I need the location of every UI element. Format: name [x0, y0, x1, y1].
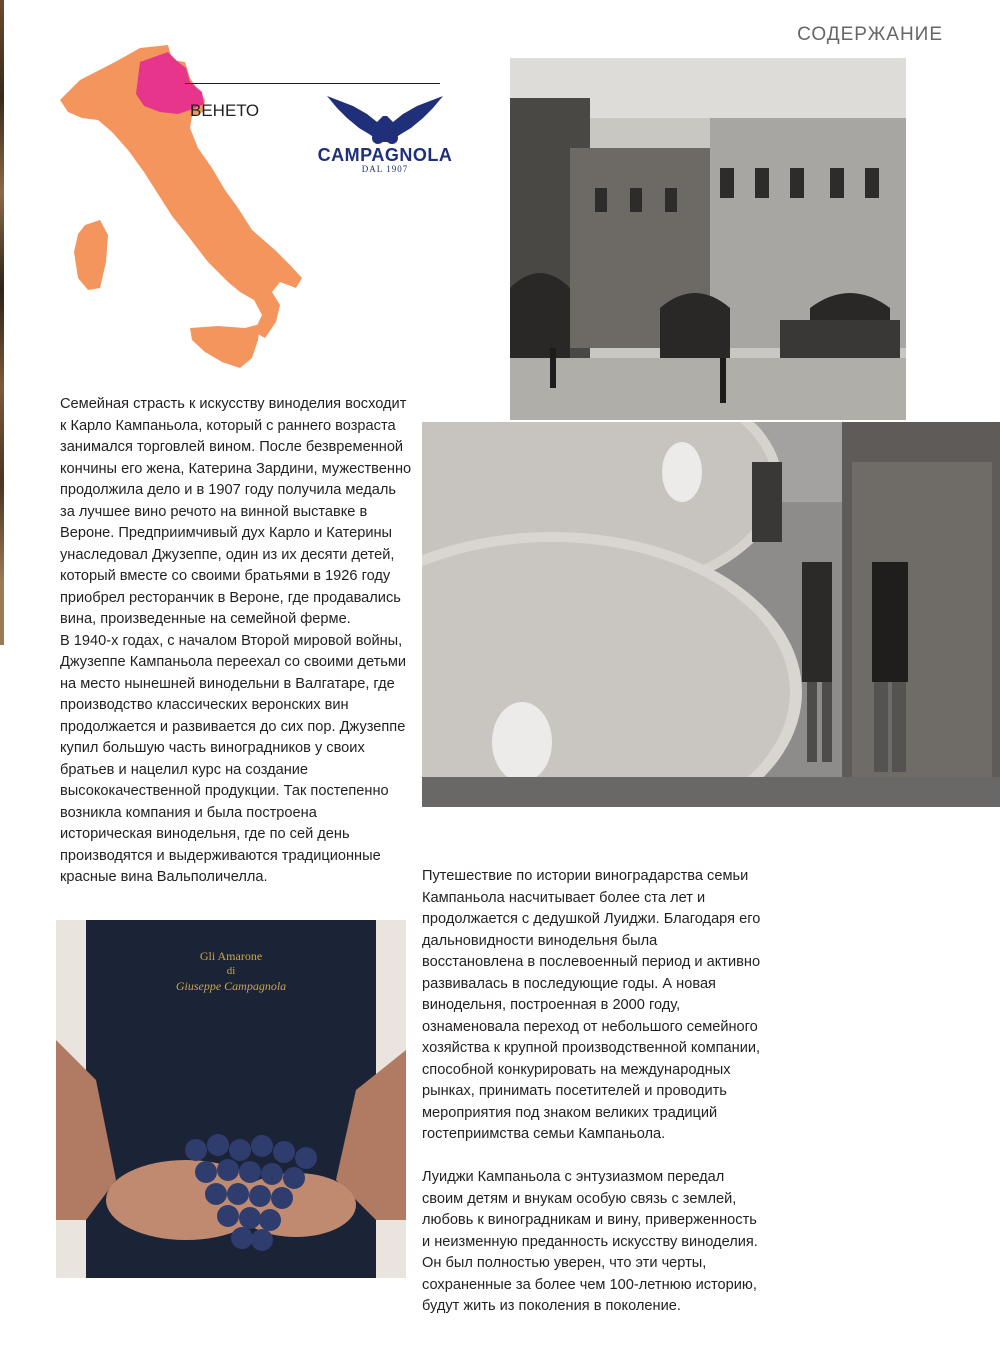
- left-edge-photo-strip: [0, 0, 4, 645]
- logo-wordmark: CAMPAGNOLA: [317, 145, 453, 165]
- article-paragraph: Путешествие по истории виноградарства семьи Кампаньола насчитывает более ста лет и продолжается с дедушкой Луиджи. Благодаря его дальновидности винодельня была восстановлена в послевоенный период и активно развивалась в последующие годы. А новая винодельня, построенная в 2000 году, ознаменовала переход от небольшого семейного хозяйства к крупной производственной компании, способной конкурировать на международных рынках, принимать посетителей и проводить мероприятия под знаком великих традиций гостеприимства семьи Кампаньола.: [422, 868, 761, 1142]
- historic-verona-photo: [510, 58, 906, 420]
- article-column-1: [60, 394, 412, 889]
- wine-cellar-photo: [422, 422, 1000, 807]
- article-paragraph: Луиджи Кампаньола с энтузиазмом передал своим детям и внукам особую связь с землей, любовь к виноградникам и вину, приверженность и неизменную преданность искусству виноделия. Он был полностью уверен, что эти черты, сохраненные за более чем 100-летнюю историю, будут жить из поколения в поколение.: [422, 1169, 758, 1314]
- region-label: ВЕНЕТО: [190, 101, 260, 120]
- logo-since: DAL 1907: [361, 164, 409, 174]
- contents-link[interactable]: СОДЕРЖАНИЕ: [797, 24, 943, 45]
- apron-text-line3: Giuseppe Campagnola: [175, 979, 287, 993]
- apron-text-line2: di: [226, 965, 236, 977]
- article-column-2: [422, 866, 762, 1318]
- grapes-harvest-photo: [56, 920, 406, 1278]
- article-paragraph: В 1940-х годах, с началом Второй мировой войны, Джузеппе Кампаньола переехал со своими детьми на место нынешней винодельни в Валгатаре, где производство классических веронских вин продолжается и развивается до сих пор. Джузеппе купил большую часть виноградников у своих братьев и нацелил курс на создание высококачественной продукции. Так постепенно возникла компания и была построена историческая винодельня, где по сей день производятся и выдерживаются традиционные красные вина Вальполичелла.: [60, 632, 407, 885]
- article-paragraph: Семейная страсть к искусству виноделия восходит к Карло Кампаньола, который с раннего возраста занимался торговлей вином. После безвременной кончины его жена, Катерина Зардини, мужественно продолжила дело и в 1907 году получила медаль за лучшее вино речото на винной выставке в Вероне. Предприимчивый дух Карло и Катерины унаследовал Джузеппе, один из их десяти детей, который вместе со своими братьями в 1926 году приобрел ресторанчик в Вероне, где продавались вина, произведенные на семейной ферме.: [60, 396, 412, 627]
- sicily: [190, 324, 260, 368]
- sardinia: [74, 220, 108, 290]
- apron-text-line1: Gli Amarone: [199, 949, 263, 963]
- italy-map: [40, 40, 310, 385]
- region-pointer-line: [185, 83, 440, 84]
